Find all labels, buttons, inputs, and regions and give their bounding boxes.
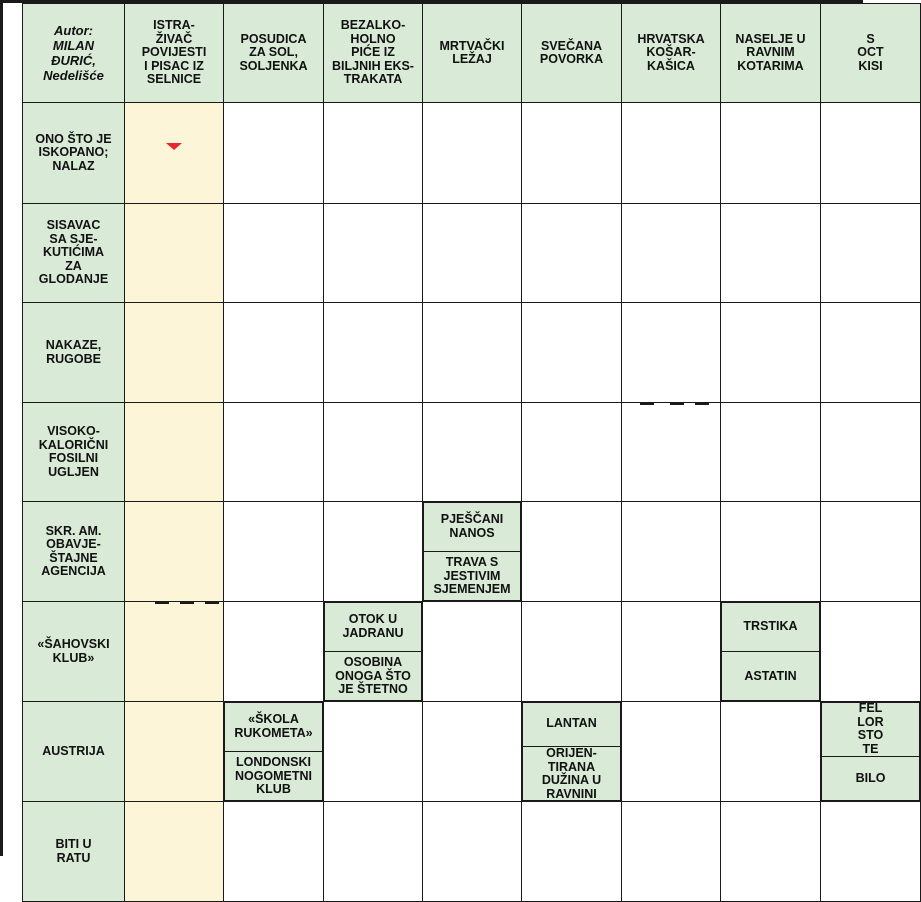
inner-clue-text: [235, 756, 312, 797]
answer-cell[interactable]: [422, 601, 522, 702]
inner-clue-line: ASTATIN: [744, 668, 797, 683]
column-clue-line: POVORKA: [539, 52, 604, 66]
inner-clue-line: ONOGA ŠTO: [335, 668, 411, 683]
inner-clue-text: [743, 620, 797, 634]
row-clue-line: RUGOBE: [46, 351, 101, 366]
author-line: Nedelišće: [43, 68, 104, 83]
inner-clue-text: [335, 656, 411, 697]
answer-cell[interactable]: [422, 402, 522, 502]
answer-cell[interactable]: [223, 203, 324, 303]
answer-cell[interactable]: [124, 601, 224, 702]
inner-clue-line: LOR: [857, 714, 884, 729]
inner-clue-text: [856, 772, 886, 786]
row-clue-line: NAKAZE,: [45, 338, 102, 352]
column-clue-line: OCT: [857, 45, 884, 60]
inner-clue-line: DUŽINA U: [541, 773, 602, 787]
inner-clue-line: OSOBINA: [343, 655, 403, 670]
inner-clue-cell: [422, 501, 522, 602]
column-clue: [820, 3, 921, 103]
column-clue: [621, 3, 721, 103]
inner-clue-line: JE ŠTETNO: [338, 682, 408, 697]
row-clue: [22, 102, 125, 204]
answer-cell[interactable]: [521, 302, 622, 403]
inner-clue-bottom: [423, 551, 521, 601]
column-clue: [124, 3, 224, 103]
column-clue-line: TRAKATA: [343, 72, 403, 87]
inner-clue-line: TRAVA S: [445, 555, 499, 570]
inner-clue-line: OTOK U: [348, 612, 398, 626]
inner-clue-line: JADRANU: [342, 625, 404, 640]
answer-cell[interactable]: [621, 402, 721, 502]
row-clue-line: KLUB»: [52, 650, 95, 665]
answer-cell[interactable]: [521, 203, 622, 303]
word-separator: [180, 602, 194, 604]
answer-cell[interactable]: [124, 102, 224, 204]
row-clue-line: NALAZ: [52, 158, 95, 173]
answer-cell[interactable]: [720, 102, 821, 204]
word-separator: [670, 403, 684, 405]
answer-cell[interactable]: [124, 402, 224, 502]
author-line: ĐURIĆ,: [51, 53, 96, 68]
inner-clue-bottom: [522, 746, 621, 801]
column-clue-line: ŽIVAČ: [155, 31, 193, 46]
answer-cell[interactable]: [720, 701, 821, 802]
answer-cell[interactable]: [820, 601, 921, 702]
inner-clue-line: NOGOMETNI: [234, 768, 313, 783]
answer-cell[interactable]: [422, 203, 522, 303]
answer-cell[interactable]: [124, 302, 224, 403]
row-clue-line: ISKOPANO;: [38, 145, 109, 160]
inner-clue-line: JESTIVIM: [443, 568, 501, 583]
row-clue: [22, 302, 125, 403]
inner-clue-top: [522, 702, 621, 746]
answer-cell[interactable]: [621, 701, 721, 802]
column-clue-line: MRTVAČKI: [439, 38, 505, 53]
inner-clue-bottom: [821, 756, 920, 801]
inner-clue-top: [821, 702, 920, 756]
column-clue: [720, 3, 821, 103]
row-clue: [22, 203, 125, 303]
author-line: Autor:: [54, 23, 93, 38]
answer-cell[interactable]: [124, 701, 224, 802]
row-clue-line: BITI U: [55, 837, 92, 851]
inner-clue-cell: [323, 601, 423, 702]
row-clue-line: SA SJE-: [49, 231, 98, 246]
row-clue-line: ZA: [65, 258, 82, 273]
row-clue-line: KUTIĆIMA: [42, 245, 105, 260]
column-clue-line: BILJNIH EKS-: [332, 58, 414, 73]
answer-cell[interactable]: [521, 601, 622, 702]
inner-clue-line: NANOS: [449, 525, 495, 540]
author-credit: [22, 3, 125, 103]
start-arrow-icon: [166, 143, 182, 150]
answer-cell[interactable]: [720, 203, 821, 303]
answer-cell[interactable]: [820, 402, 921, 502]
inner-clue-line: LANTAN: [546, 716, 597, 731]
answer-cell[interactable]: [820, 801, 921, 902]
answer-cell[interactable]: [323, 801, 423, 902]
column-clue: [323, 3, 423, 103]
inner-clue-cell: [820, 701, 921, 802]
word-separator: [695, 403, 709, 405]
answer-cell[interactable]: [521, 501, 622, 602]
answer-cell[interactable]: [621, 801, 721, 902]
answer-cell[interactable]: [124, 801, 224, 902]
answer-cell[interactable]: [621, 601, 721, 702]
inner-clue-line: FEL: [858, 701, 883, 715]
inner-clue-cell: [521, 701, 622, 802]
inner-clue-line: SJEMENJEM: [433, 582, 511, 597]
inner-clue-top: [721, 602, 820, 651]
answer-cell[interactable]: [422, 102, 522, 204]
column-clue-line: SOLJENKA: [239, 58, 308, 73]
row-clue-line: FOSILNI: [48, 451, 99, 465]
inner-clue-line: KLUB: [256, 782, 291, 797]
column-clue-line: KOŠAR-: [646, 45, 696, 60]
column-clue-line: I PISAC IZ: [144, 58, 204, 73]
answer-cell[interactable]: [621, 501, 721, 602]
answer-cell[interactable]: [820, 501, 921, 602]
word-separator: [205, 602, 219, 604]
answer-cell[interactable]: [521, 102, 622, 204]
inner-clue-bottom: [721, 651, 820, 701]
inner-clue-text: [342, 613, 403, 640]
answer-cell[interactable]: [223, 601, 324, 702]
row-clue-line: VISOKO-: [47, 424, 100, 438]
answer-cell[interactable]: [422, 801, 522, 902]
inner-clue-text: [441, 513, 504, 540]
answer-cell[interactable]: [521, 402, 622, 502]
answer-cell[interactable]: [323, 102, 423, 204]
word-separator: [155, 602, 169, 604]
answer-cell[interactable]: [422, 701, 522, 802]
answer-cell[interactable]: [820, 203, 921, 303]
inner-clue-line: TE: [862, 741, 879, 756]
answer-cell[interactable]: [820, 102, 921, 204]
row-clue: [22, 801, 125, 902]
column-clue-line: HRVATSKA: [637, 31, 705, 46]
row-clue-line: UGLJEN: [48, 464, 99, 479]
answer-cell[interactable]: [223, 501, 324, 602]
answer-cell[interactable]: [521, 801, 622, 902]
column-clue-line: SELNICE: [146, 72, 202, 87]
answer-cell[interactable]: [223, 801, 324, 902]
row-clue-line: AUSTRIJA: [42, 743, 105, 758]
answer-cell[interactable]: [223, 102, 324, 204]
answer-cell[interactable]: [124, 203, 224, 303]
column-clue-line: BEZALKO-: [340, 18, 406, 33]
inner-clue-line: PJEŠČANI: [440, 512, 504, 526]
column-clue-line: ZA SOL,: [249, 45, 298, 60]
inner-clue-line: «ŠKOLA: [248, 712, 299, 726]
word-separator: [640, 403, 654, 405]
column-clue-line: RAVNIM: [746, 45, 795, 60]
inner-clue-line: RUKOMETA»: [234, 725, 313, 740]
answer-cell[interactable]: [621, 102, 721, 204]
inner-clue-text: [744, 670, 796, 684]
answer-cell[interactable]: [621, 302, 721, 403]
inner-clue-bottom: [224, 751, 323, 801]
answer-cell[interactable]: [223, 402, 324, 502]
inner-clue-line: LONDONSKI: [236, 755, 311, 770]
inner-clue-line: BILO: [855, 771, 886, 786]
column-clue-line: NASELJE U: [735, 31, 806, 46]
answer-cell[interactable]: [323, 701, 423, 802]
column-clue-line: PIĆE IZ: [351, 45, 395, 60]
answer-cell[interactable]: [124, 501, 224, 602]
column-clue: [422, 3, 522, 103]
inner-clue-top: [324, 602, 422, 651]
row-clue: [22, 501, 125, 602]
answer-cell[interactable]: [223, 302, 324, 403]
inner-clue-top: [224, 702, 323, 751]
column-clue-line: KOTARIMA: [737, 58, 804, 73]
inner-clue-cell: [223, 701, 324, 802]
row-clue: [22, 402, 125, 502]
column-clue-line: ISTRA-: [153, 18, 195, 33]
author-line: MILAN: [52, 38, 95, 53]
row-clue-line: GLODANJE: [38, 272, 109, 287]
row-clue-line: SISAVAC: [46, 218, 101, 233]
row-clue-line: ONO ŠTO JE: [35, 131, 112, 146]
inner-clue-cell: [720, 601, 821, 702]
column-clue-line: SVEČANA: [540, 38, 603, 53]
answer-cell[interactable]: [323, 402, 423, 502]
row-clue-line: ŠTAJNE: [49, 550, 98, 565]
answer-cell[interactable]: [720, 801, 821, 902]
column-clue-line: KISI: [858, 58, 883, 73]
column-clue-line: HOLNO: [350, 31, 396, 46]
answer-cell[interactable]: [422, 302, 522, 403]
column-clue-line: KAŠICA: [647, 58, 695, 73]
inner-clue-bottom: [324, 651, 422, 701]
row-clue: [22, 701, 125, 802]
row-clue-line: RATU: [56, 850, 91, 865]
inner-clue-text: [546, 717, 596, 731]
answer-cell[interactable]: [323, 302, 423, 403]
column-clue-line: POVIJESTI: [141, 45, 207, 60]
inner-clue-text: [433, 556, 510, 597]
column-clue: [521, 3, 622, 103]
answer-cell[interactable]: [820, 302, 921, 403]
inner-clue-top: [423, 502, 521, 551]
inner-clue-line: STO: [857, 728, 884, 742]
inner-clue-line: ORIJEN-: [546, 746, 597, 760]
row-clue: [22, 601, 125, 702]
row-clue-line: SKR. AM.: [45, 523, 102, 538]
inner-clue-line: TRSTIKA: [743, 618, 798, 633]
answer-cell[interactable]: [720, 302, 821, 403]
column-clue-line: POSUDICA: [240, 31, 307, 46]
column-clue: [223, 3, 324, 103]
inner-clue-text: [857, 702, 883, 756]
answer-cell[interactable]: [720, 402, 821, 502]
answer-cell[interactable]: [323, 203, 423, 303]
column-clue-line: LEŽAJ: [452, 52, 492, 66]
row-clue-line: «ŠAHOVSKI: [37, 637, 110, 651]
inner-clue-text: [234, 713, 312, 740]
row-clue-line: KALORIČNI: [38, 437, 109, 452]
answer-cell[interactable]: [720, 501, 821, 602]
answer-cell[interactable]: [323, 501, 423, 602]
answer-cell[interactable]: [621, 203, 721, 303]
column-clue-line: S: [866, 31, 875, 46]
inner-clue-line: RAVNINI: [546, 786, 597, 801]
row-clue-line: OBAVJE-: [46, 537, 101, 551]
inner-clue-text: [542, 747, 601, 801]
row-clue-line: AGENCIJA: [41, 564, 106, 578]
inner-clue-line: TIRANA: [547, 759, 596, 774]
